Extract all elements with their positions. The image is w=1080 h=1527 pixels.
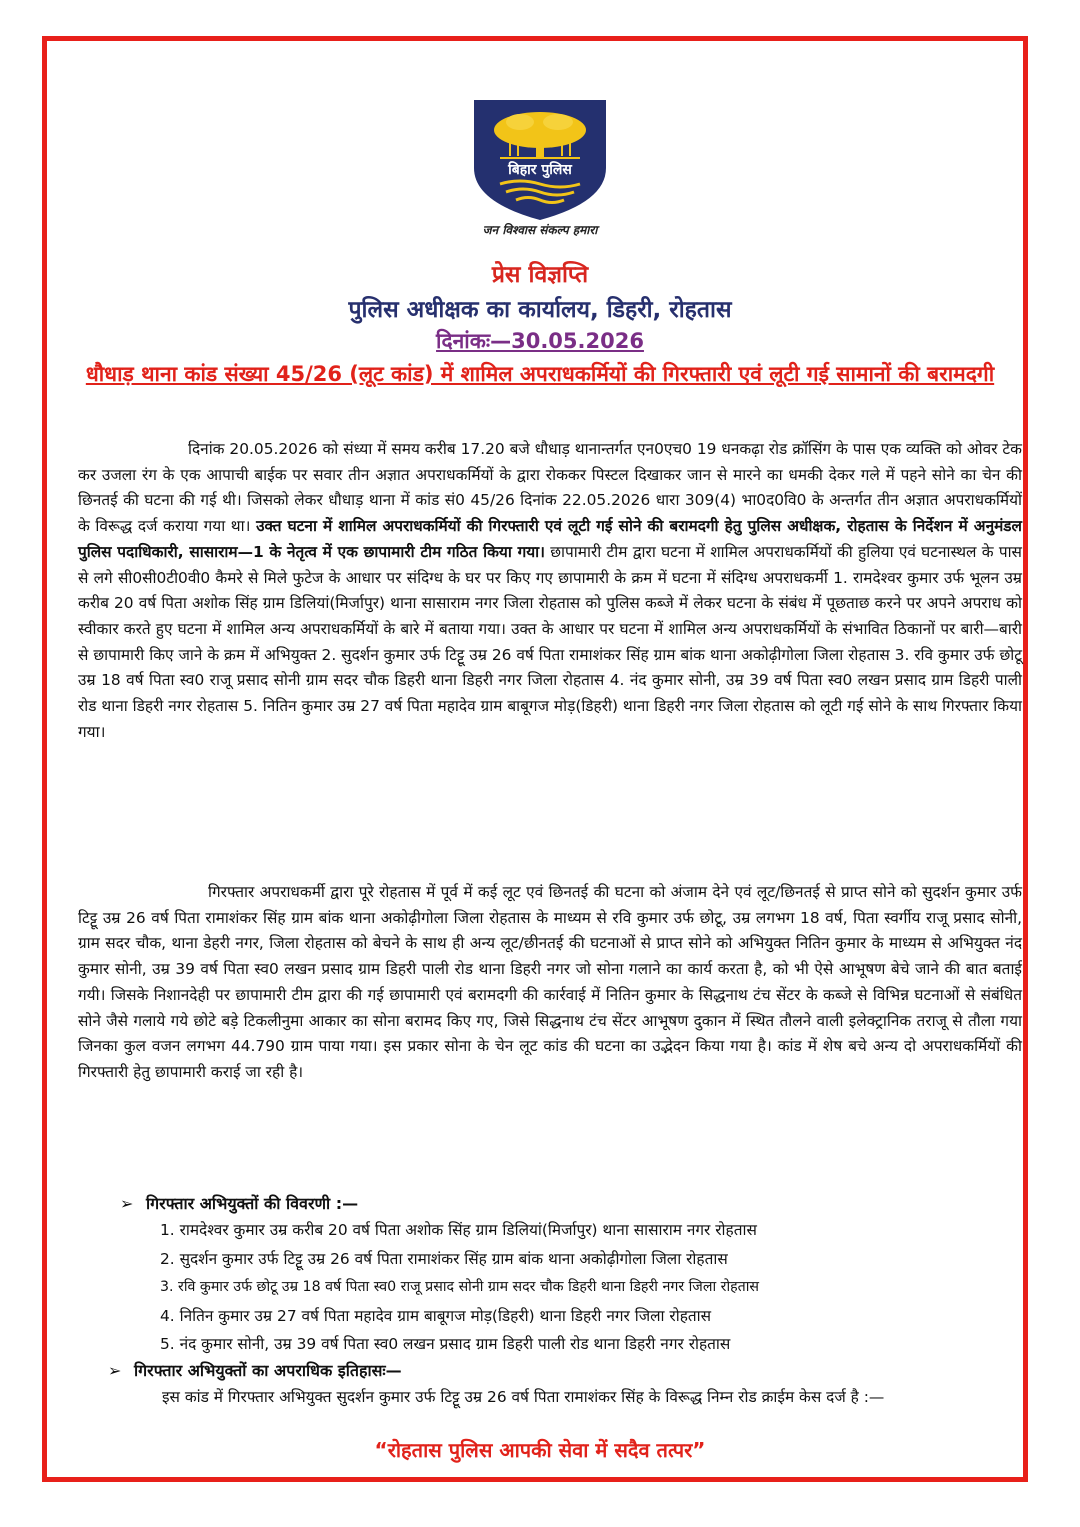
press-release-title: प्रेस विज्ञप्ति [491,262,589,288]
arrested-list [160,1216,759,1359]
subject-heading: धौधाड़ थाना कांड संख्या 45/26 (लूट कांड) में शामिल अपराधकर्मियों की गिरफ्तारी एवं लूटी गई सामानों की बरामदगी [85,362,995,386]
history-heading [108,1359,402,1381]
office-title: पुलिस अधीक्षक का कार्यालय, डिहरी, रोहतास [348,297,732,323]
paragraph-2: गिरफ्तार अपराधकर्मी द्वारा पूरे रोहतास में पूर्व में कई लूट एवं छिनतई की घटना को अंजाम देने एवं लूट/छिनतई से प्राप्त सोने को सुदर्शन कुमार उर्फ टिट्टू उम्र 26 वर्ष पिता रामाशंकर सिंह ग्राम बांक थाना अकोढ़ीगोला जिला रोहतास के माध्यम से रवि कुमार उर्फ छोटू, उम्र लगभग 18 वर्ष, पिता स्वर्गीय राजू प्रसाद सोनी, ग्राम सदर चौक, थाना डेहरी नगर, जिला रोहतास को बेचने के साथ ही अन्य लूट/छीनतई की घटनाओं से प्राप्त सोने को अभियुक्त नितिन कुमार के माध्यम से अभियुक्त नंद कुमार सोनी, उम्र 39 वर्ष पिता स्व0 लखन प्रसाद ग्राम डिहरी पाली रोड थाना डिहरी नगर जो सोना गलाने का कार्य करता है, को भी ऐसे आभूषण बेचे जाने की बात बताई गयी। जिसके निशानदेही पर छापामारी टीम द्वारा की गई छापामारी एवं बरामदगी की कार्रवाई में नितिन कुमार के सिद्धनाथ टंच सेंटर के कब्जे से विभिन्न घटनाओं से संबंधित सोने जैसे गलाये गये छोटे बड़े टिकलीनुमा आकार का सोना बरामद किए गए, जिसे सिद्धनाथ टंच सेंटर आभूषण दुकान में स्थित तौलने वाली इलेक्ट्रानिक तराजू से तौला गया जिनका कुल वजन लगभग 44.790 ग्राम पाया गया। इस प्रकार सोना के चेन लूट कांड की घटना का उद्भेदन किया गया है। कांड में शेष बचे अन्य दो अपराधकर्मियों की गिरफ्तारी हेतु छापामारी कराई जा रही है। [78,883,1022,1081]
arrested-heading-text: गिरफ्तार अभियुक्तों की विवरणी :— [146,1194,359,1213]
slogan: “रोहतास पुलिस आपकी सेवा में सदैव तत्पर” [374,1438,706,1462]
logo-text: बिहार पुलिस [508,162,572,178]
list-item: 4. नितिन कुमार उम्र 27 वर्ष पिता महादेव ग्राम बाबूगज मोड़(डिहरी) थाना डिहरी नगर जिला रोहतास [160,1306,712,1325]
logo-motto: जन विश्वास संकल्प हमारा [482,223,598,237]
list-item: 5. नंद कुमार सोनी, उम्र 39 वर्ष पिता स्व0 लखन प्रसाद ग्राम डिहरी पाली रोड थाना डिहरी नगर रोहतास [160,1335,731,1353]
date-text: दिनांकः—30.05.2026 [436,329,644,353]
history-text: इस कांड में गिरफ्तार अभियुक्त सुदर्शन कुमार उर्फ टिट्टू उम्र 26 वर्ष पिता रामाशंकर सिंह के विरूद्ध निम्न रोड क्राईम केस दर्ज है :— [162,1388,885,1406]
logo [0,98,1080,226]
paragraph-1-part-c: छापामारी टीम द्वारा घटना में शामिल अपराधकर्मियों की हुलिया एवं घटनास्थल के पास से लगे सी0सी0टी0वी0 कैमरे से मिले फुटेज के आधार पर संदिग्ध के घर पर किए गए छापामारी के क्रम में घटना में संदिग्ध अपराधकर्मी 1. रामदेश्वर कुमार उर्फ भूलन उम्र करीब 20 वर्ष पिता अशोक सिंह ग्राम डिलियां(मिर्जापुर) थाना सासाराम नगर जिला रोहतास को पुलिस कब्जे में लेकर घटना के संबंध में पूछताछ करने पर अपने अपराध को स्वीकार करते हुए घटना में शामिल अन्य अपराधकर्मियों के बारे में बताया गया। उक्त के आधार पर घटना में शामिल अन्य अपराधकर्मियों के संभावित ठिकानों पर बारी—बारी से छापामारी किए जाने के क्रम में अभियुक्त 2. सुदर्शन कुमार उर्फ टिट्टू उम्र 26 वर्ष पिता रामाशंकर सिंह ग्राम बांक थाना अकोढ़ीगोला जिला रोहतास 3. रवि कुमार उर्फ छोटू उम्र 18 वर्ष पिता स्व0 राजू प्रसाद सोनी ग्राम सदर चौक डिहरी थाना डिहरी नगर जिला रोहतास 4. नंद कुमार सोनी, उम्र 39 वर्ष पिता स्व0 लखन प्रसाद ग्राम डिहरी पाली रोड थाना डिहरी नगर रोहतास 5. नितिन कुमार उम्र 27 वर्ष पिता महादेव ग्राम बाबूगज मोड़(डिहरी) थाना डिहरी नगर जिला रोहतास को लूटी गई सोने के साथ गिरफ्तार किया गया। [78,542,1022,741]
list-item: 3. रवि कुमार उर्फ छोटू उम्र 18 वर्ष पिता स्व0 राजू प्रसाद सोनी ग्राम सदर चौक डिहरी थाना डिहरी नगर जिला रोहतास [160,1279,759,1295]
bihar-police-emblem-icon [470,98,610,222]
list-item: 1. रामदेश्वर कुमार उम्र करीब 20 वर्ष पिता अशोक सिंह ग्राम डिलियां(मिर्जापुर) थाना सासाराम नगर रोहतास [160,1221,757,1239]
paragraph-1-part-a: दिनांक 20.05.2026 को संध्या में समय करीब 17.20 बजे धौधाड़ थानान्तर्गत एन0एच0 19 धनकढ़ा रोड क्रॉसिंग के पास एक व्यक्ति को ओवर टेक कर उजला रंग के एक आपाची बाईक पर सवार तीन अज्ञात अपराधकर्मियों के द्वारा रोककर पिस्टल दिखाकर जान से मारने का धमकी देकर गले में पहने सोने का चेन की छिनतई की घटना की गई थी। जिसको लेकर धौधाड़ थाना में कांड सं0 45/26 दिनांक 22.05.2026 धारा 309(4) भा0द0वि0 के अन्तर्गत तीन अज्ञात अपराधकर्मियों के विरूद्ध दर्ज कराया गया था। [78,440,1022,536]
history-heading-text: गिरफ्तार अभियुक्तों का अपराधिक इतिहासः— [134,1361,402,1380]
paragraph-1-bold: उक्त घटना में शामिल अपराधकर्मियों की गिरफ्तारी एवं लूटी गई सोने की बरामदगी हेतु पुलिस अधीक्षक, रोहतास के निर्देशन में अनुमंडल पुलिस पदाधिकारी, सासाराम—1 के नेतृत्व में एक छापामारी टीम गठित किया गया। [78,517,1022,561]
arrested-heading [120,1192,358,1214]
arrow-bullet-icon: ➢ [108,1361,122,1380]
paragraph-1 [78,437,1022,745]
arrow-bullet-icon: ➢ [120,1194,134,1213]
list-item: 2. सुदर्शन कुमार उर्फ टिट्टू उम्र 26 वर्ष पिता रामाशंकर सिंह ग्राम बांक थाना अकोढ़ीगोला जिला रोहतास [160,1249,728,1268]
date-line [0,327,1080,355]
